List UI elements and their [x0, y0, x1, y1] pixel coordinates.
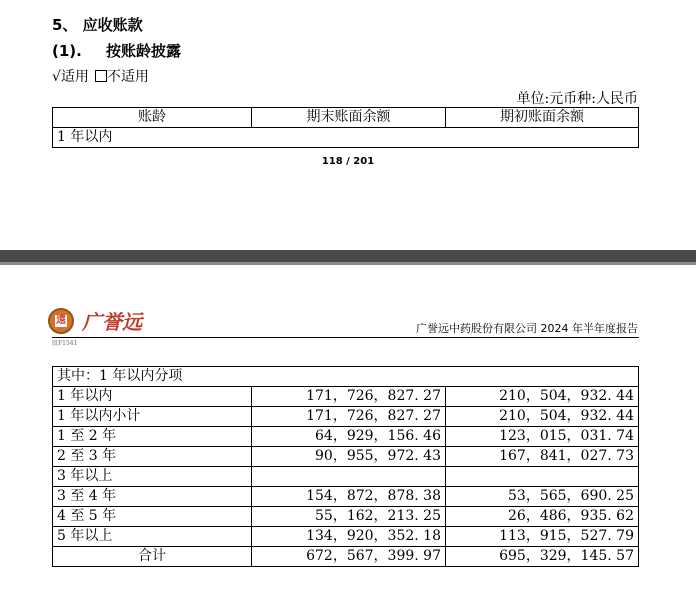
aging-table-bottom — [52, 366, 639, 567]
section-heading: 5、 应收账款 — [52, 16, 143, 34]
row-label: 1 年以内小计 — [53, 407, 252, 427]
table-header-row — [53, 108, 639, 128]
beginning-balance-cell: 53，565，690. 25 — [446, 487, 639, 507]
page-number: 118 / 201 — [321, 156, 375, 167]
table-row — [53, 487, 639, 507]
ending-balance-cell: 171，726，827. 27 — [252, 387, 446, 407]
beginning-balance-cell: 26，486，935. 62 — [446, 507, 639, 527]
unit-currency-line: 单位:元币种:人民币 — [516, 91, 638, 107]
subsection-title: 按账龄披露 — [106, 42, 182, 60]
table-row — [53, 367, 639, 387]
logo-text: 广誉远 — [82, 310, 142, 334]
applicable-checked: √适用 — [52, 69, 89, 85]
row-label: 4 至 5 年 — [53, 507, 252, 527]
header-ending-balance: 期末账面余额 — [252, 108, 446, 128]
applicability-line — [52, 66, 149, 86]
header-rule — [52, 337, 639, 338]
ending-balance-cell: 134，920，352. 18 — [252, 527, 446, 547]
table-row — [53, 128, 639, 148]
row-label: 其中：1 年以内分项 — [53, 367, 639, 387]
table-row — [53, 427, 639, 447]
table-row — [53, 387, 639, 407]
beginning-balance-cell: 123，015，031. 74 — [446, 427, 639, 447]
header-beginning-balance: 期初账面余额 — [446, 108, 639, 128]
row-label: 1 年以内 — [53, 387, 252, 407]
ending-balance-cell: 154，872，878. 38 — [252, 487, 446, 507]
row-label: 3 年以上 — [53, 467, 252, 487]
subsection-heading — [52, 40, 181, 61]
ending-balance-cell: 55，162，213. 25 — [252, 507, 446, 527]
aging-table-top — [52, 107, 639, 148]
ending-balance-cell: 171，726，827. 27 — [252, 407, 446, 427]
row-label: 1 年以内 — [53, 128, 639, 148]
logo-stock-code: 股F1541 — [52, 340, 78, 347]
ending-balance-cell: 64，929，156. 46 — [252, 427, 446, 447]
table-row — [53, 407, 639, 427]
beginning-balance-cell: 210，504，932. 44 — [446, 407, 639, 427]
beginning-balance-cell: 113，915，527. 79 — [446, 527, 639, 547]
unchecked-box-icon — [95, 70, 107, 82]
table-row — [53, 527, 639, 547]
beginning-balance-cell: 167，841，027. 73 — [446, 447, 639, 467]
beginning-balance-cell — [446, 467, 639, 487]
logo-emblem-char: 遠 — [56, 315, 66, 326]
ending-balance-cell — [252, 467, 446, 487]
table-row — [53, 447, 639, 467]
not-applicable-label: 不适用 — [106, 69, 149, 85]
ending-balance-cell: 672，567，399. 97 — [252, 547, 446, 567]
row-label: 1 至 2 年 — [53, 427, 252, 447]
page-divider-edge — [0, 262, 696, 265]
table-row — [53, 467, 639, 487]
beginning-balance-cell: 695，329，145. 57 — [446, 547, 639, 567]
report-title: 广誉远中药股份有限公司 2024 年半年度报告 — [416, 322, 638, 335]
row-label: 2 至 3 年 — [53, 447, 252, 467]
header-aging: 账龄 — [53, 108, 252, 128]
table-row — [53, 547, 639, 567]
row-label: 5 年以上 — [53, 527, 252, 547]
row-label: 合计 — [53, 547, 252, 567]
row-label: 3 至 4 年 — [53, 487, 252, 507]
table-row — [53, 507, 639, 527]
ending-balance-cell: 90，955，972. 43 — [252, 447, 446, 467]
logo-emblem-icon — [48, 308, 74, 334]
beginning-balance-cell: 210，504，932. 44 — [446, 387, 639, 407]
subsection-number: (1). — [52, 42, 82, 60]
